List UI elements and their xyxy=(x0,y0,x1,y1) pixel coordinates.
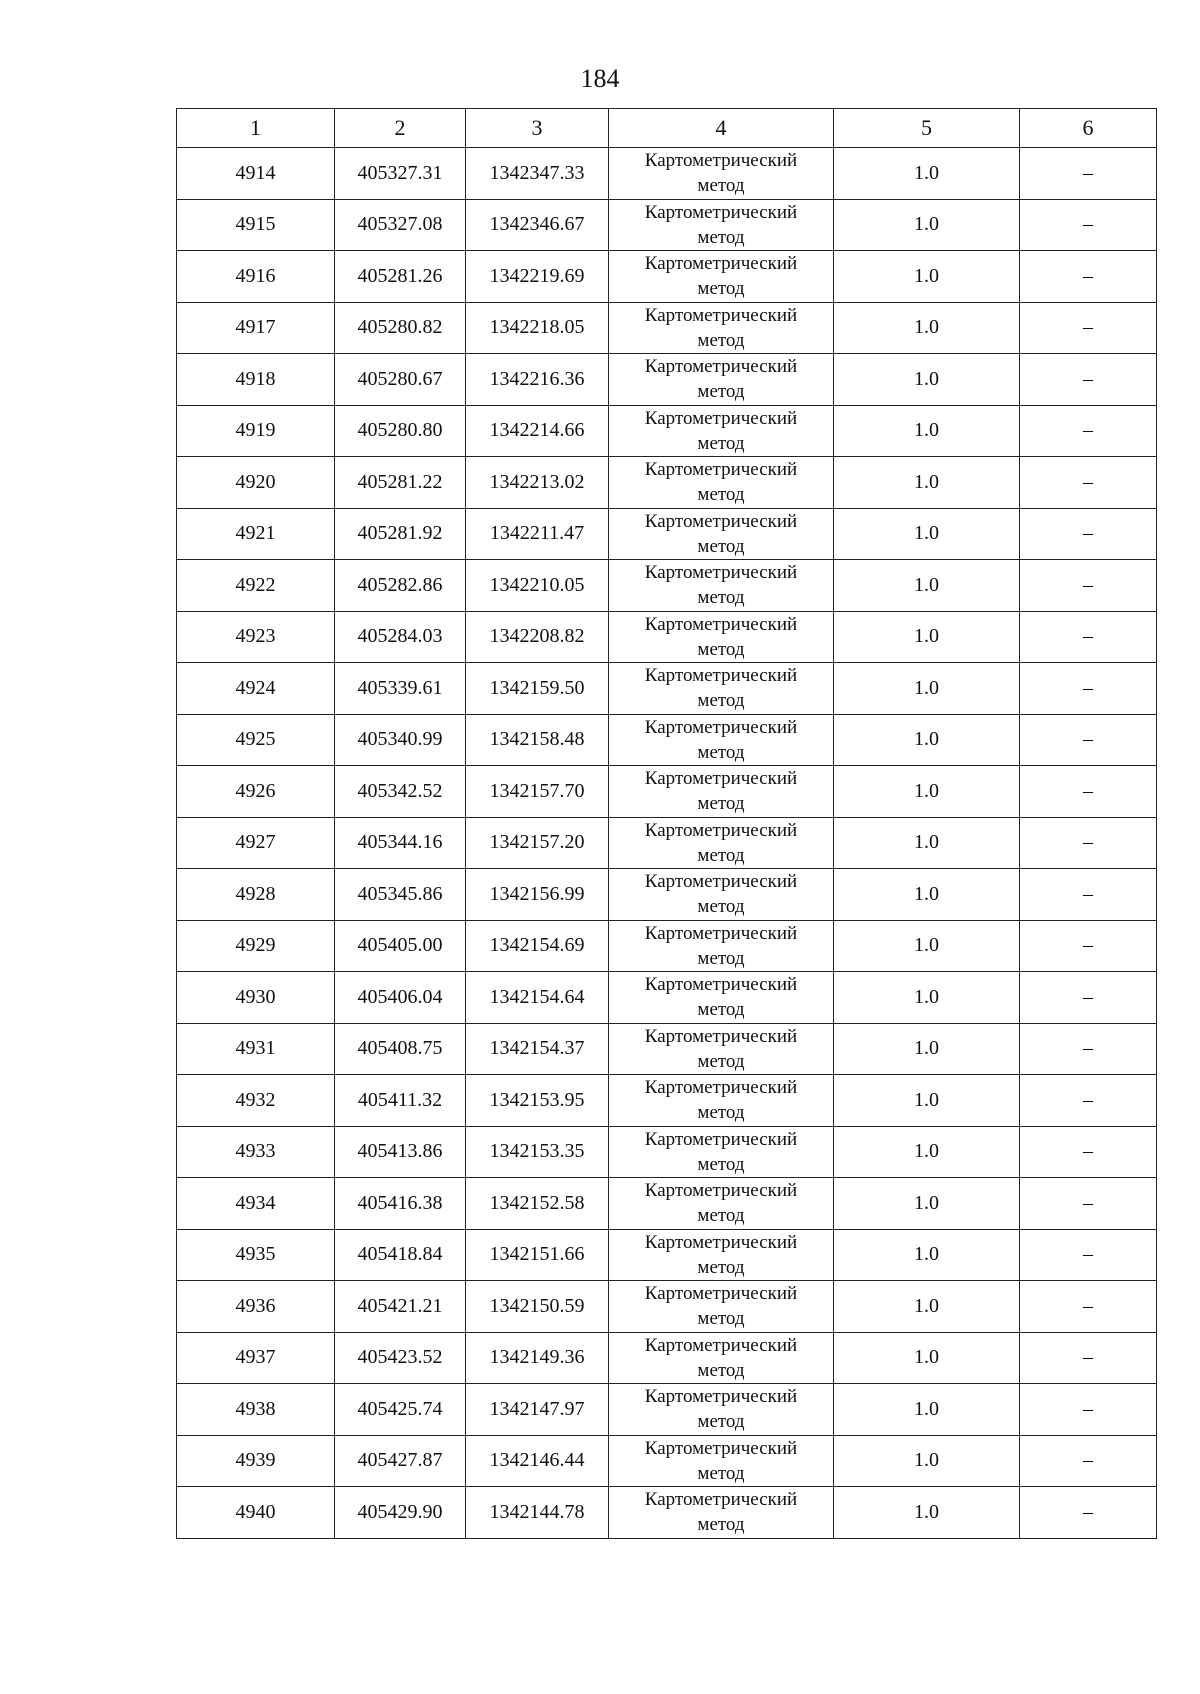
table-header xyxy=(177,109,1157,148)
method-cell xyxy=(609,972,834,1024)
accuracy-cell: 1.0 xyxy=(834,714,1020,766)
accuracy-cell: 1.0 xyxy=(834,405,1020,457)
x-coordinate-cell: 405408.75 xyxy=(335,1023,466,1075)
y-coordinate-cell: 1342154.69 xyxy=(466,920,609,972)
point-number-cell: 4918 xyxy=(177,354,335,406)
point-number-cell: 4929 xyxy=(177,920,335,972)
x-coordinate-cell: 405280.80 xyxy=(335,405,466,457)
y-coordinate-cell: 1342154.37 xyxy=(466,1023,609,1075)
x-coordinate-cell: 405416.38 xyxy=(335,1178,466,1230)
method-line-1: Картометрический xyxy=(644,1180,798,1202)
table-row xyxy=(177,1023,1157,1075)
method-line-2: метод xyxy=(697,381,745,403)
table-row xyxy=(177,1075,1157,1127)
note-cell: – xyxy=(1020,1332,1157,1384)
method-cell xyxy=(609,508,834,560)
method-line-1: Картометрический xyxy=(644,1437,798,1459)
method-cell xyxy=(609,1075,834,1127)
method-line-1: Картометрический xyxy=(644,304,798,326)
accuracy-cell: 1.0 xyxy=(834,920,1020,972)
table-row xyxy=(177,663,1157,715)
table-row xyxy=(177,920,1157,972)
accuracy-cell: 1.0 xyxy=(834,148,1020,200)
accuracy-cell: 1.0 xyxy=(834,1487,1020,1539)
y-coordinate-cell: 1342216.36 xyxy=(466,354,609,406)
point-number-cell: 4931 xyxy=(177,1023,335,1075)
note-cell: – xyxy=(1020,1229,1157,1281)
method-line-2: метод xyxy=(697,793,745,815)
method-cell xyxy=(609,1178,834,1230)
method-line-1: Картометрический xyxy=(644,253,798,275)
accuracy-cell: 1.0 xyxy=(834,1281,1020,1333)
point-number-cell: 4920 xyxy=(177,457,335,509)
y-coordinate-cell: 1342151.66 xyxy=(466,1229,609,1281)
x-coordinate-cell: 405344.16 xyxy=(335,817,466,869)
x-coordinate-cell: 405421.21 xyxy=(335,1281,466,1333)
note-cell: – xyxy=(1020,1384,1157,1436)
method-line-2: метод xyxy=(697,844,745,866)
accuracy-cell: 1.0 xyxy=(834,1023,1020,1075)
table-row xyxy=(177,766,1157,818)
method-line-1: Картометрический xyxy=(644,1283,798,1305)
method-line-1: Картометрический xyxy=(644,613,798,635)
method-line-2: метод xyxy=(697,1050,745,1072)
y-coordinate-cell: 1342208.82 xyxy=(466,611,609,663)
method-cell xyxy=(609,920,834,972)
y-coordinate-cell: 1342150.59 xyxy=(466,1281,609,1333)
method-line-1: Картометрический xyxy=(644,1489,798,1511)
accuracy-cell: 1.0 xyxy=(834,869,1020,921)
method-line-2: метод xyxy=(697,432,745,454)
x-coordinate-cell: 405327.08 xyxy=(335,199,466,251)
note-cell: – xyxy=(1020,251,1157,303)
table-row xyxy=(177,302,1157,354)
method-cell xyxy=(609,1281,834,1333)
point-number-cell: 4924 xyxy=(177,663,335,715)
point-number-cell: 4940 xyxy=(177,1487,335,1539)
y-coordinate-cell: 1342213.02 xyxy=(466,457,609,509)
method-cell xyxy=(609,199,834,251)
method-cell xyxy=(609,1435,834,1487)
point-number-cell: 4925 xyxy=(177,714,335,766)
method-line-1: Картометрический xyxy=(644,871,798,893)
note-cell: – xyxy=(1020,663,1157,715)
table-body xyxy=(177,148,1157,1539)
method-cell xyxy=(609,1384,834,1436)
method-line-2: метод xyxy=(697,638,745,660)
method-line-1: Картометрический xyxy=(644,562,798,584)
coordinates-table xyxy=(176,108,1157,1539)
note-cell: – xyxy=(1020,972,1157,1024)
x-coordinate-cell: 405406.04 xyxy=(335,972,466,1024)
method-line-2: метод xyxy=(697,1205,745,1227)
column-header-6: 6 xyxy=(1020,109,1157,148)
accuracy-cell: 1.0 xyxy=(834,1126,1020,1178)
accuracy-cell: 1.0 xyxy=(834,972,1020,1024)
note-cell: – xyxy=(1020,714,1157,766)
table-row xyxy=(177,1126,1157,1178)
note-cell: – xyxy=(1020,199,1157,251)
point-number-cell: 4928 xyxy=(177,869,335,921)
method-line-1: Картометрический xyxy=(644,1128,798,1150)
method-line-2: метод xyxy=(697,329,745,351)
method-line-1: Картометрический xyxy=(644,1231,798,1253)
point-number-cell: 4933 xyxy=(177,1126,335,1178)
y-coordinate-cell: 1342157.20 xyxy=(466,817,609,869)
point-number-cell: 4936 xyxy=(177,1281,335,1333)
method-cell xyxy=(609,817,834,869)
method-line-2: метод xyxy=(697,535,745,557)
point-number-cell: 4917 xyxy=(177,302,335,354)
method-line-2: метод xyxy=(697,1256,745,1278)
method-line-2: метод xyxy=(697,1153,745,1175)
note-cell: – xyxy=(1020,1126,1157,1178)
point-number-cell: 4930 xyxy=(177,972,335,1024)
y-coordinate-cell: 1342347.33 xyxy=(466,148,609,200)
x-coordinate-cell: 405280.67 xyxy=(335,354,466,406)
method-line-1: Картометрический xyxy=(644,510,798,532)
table-row xyxy=(177,1332,1157,1384)
table-row xyxy=(177,199,1157,251)
table-row xyxy=(177,1281,1157,1333)
note-cell: – xyxy=(1020,405,1157,457)
y-coordinate-cell: 1342157.70 xyxy=(466,766,609,818)
table-row xyxy=(177,1229,1157,1281)
table-row xyxy=(177,817,1157,869)
method-line-1: Картометрический xyxy=(644,1386,798,1408)
method-line-2: метод xyxy=(697,947,745,969)
y-coordinate-cell: 1342156.99 xyxy=(466,869,609,921)
note-cell: – xyxy=(1020,302,1157,354)
x-coordinate-cell: 405423.52 xyxy=(335,1332,466,1384)
method-cell xyxy=(609,1229,834,1281)
table-row xyxy=(177,869,1157,921)
y-coordinate-cell: 1342159.50 xyxy=(466,663,609,715)
point-number-cell: 4916 xyxy=(177,251,335,303)
point-number-cell: 4927 xyxy=(177,817,335,869)
accuracy-cell: 1.0 xyxy=(834,1332,1020,1384)
point-number-cell: 4914 xyxy=(177,148,335,200)
table-row xyxy=(177,148,1157,200)
table-row xyxy=(177,508,1157,560)
method-line-1: Картометрический xyxy=(644,1025,798,1047)
x-coordinate-cell: 405413.86 xyxy=(335,1126,466,1178)
table-row xyxy=(177,251,1157,303)
note-cell: – xyxy=(1020,148,1157,200)
method-cell xyxy=(609,354,834,406)
note-cell: – xyxy=(1020,869,1157,921)
note-cell: – xyxy=(1020,560,1157,612)
method-line-2: метод xyxy=(697,175,745,197)
table-row xyxy=(177,611,1157,663)
point-number-cell: 4938 xyxy=(177,1384,335,1436)
method-line-1: Картометрический xyxy=(644,1077,798,1099)
note-cell: – xyxy=(1020,611,1157,663)
accuracy-cell: 1.0 xyxy=(834,457,1020,509)
accuracy-cell: 1.0 xyxy=(834,508,1020,560)
note-cell: – xyxy=(1020,1075,1157,1127)
table-row xyxy=(177,560,1157,612)
page-number: 184 xyxy=(580,64,620,93)
accuracy-cell: 1.0 xyxy=(834,302,1020,354)
accuracy-cell: 1.0 xyxy=(834,354,1020,406)
table-row xyxy=(177,405,1157,457)
method-line-2: метод xyxy=(697,741,745,763)
column-header-3: 3 xyxy=(466,109,609,148)
method-cell xyxy=(609,302,834,354)
method-cell xyxy=(609,1332,834,1384)
accuracy-cell: 1.0 xyxy=(834,251,1020,303)
header-row xyxy=(177,109,1157,148)
y-coordinate-cell: 1342146.44 xyxy=(466,1435,609,1487)
accuracy-cell: 1.0 xyxy=(834,1075,1020,1127)
point-number-cell: 4939 xyxy=(177,1435,335,1487)
x-coordinate-cell: 405425.74 xyxy=(335,1384,466,1436)
column-header-4: 4 xyxy=(609,109,834,148)
y-coordinate-cell: 1342153.95 xyxy=(466,1075,609,1127)
method-cell xyxy=(609,869,834,921)
table-row xyxy=(177,972,1157,1024)
method-line-1: Картометрический xyxy=(644,356,798,378)
method-line-1: Картометрический xyxy=(644,201,798,223)
table-row xyxy=(177,457,1157,509)
accuracy-cell: 1.0 xyxy=(834,766,1020,818)
table-row xyxy=(177,1384,1157,1436)
method-cell xyxy=(609,457,834,509)
method-line-2: метод xyxy=(697,1359,745,1381)
method-line-2: метод xyxy=(697,226,745,248)
y-coordinate-cell: 1342210.05 xyxy=(466,560,609,612)
note-cell: – xyxy=(1020,1178,1157,1230)
method-cell xyxy=(609,766,834,818)
note-cell: – xyxy=(1020,766,1157,818)
method-line-2: метод xyxy=(697,278,745,300)
accuracy-cell: 1.0 xyxy=(834,199,1020,251)
method-line-1: Картометрический xyxy=(644,768,798,790)
accuracy-cell: 1.0 xyxy=(834,663,1020,715)
method-line-2: метод xyxy=(697,999,745,1021)
note-cell: – xyxy=(1020,817,1157,869)
method-line-2: метод xyxy=(697,484,745,506)
method-line-2: метод xyxy=(697,690,745,712)
point-number-cell: 4937 xyxy=(177,1332,335,1384)
y-coordinate-cell: 1342147.97 xyxy=(466,1384,609,1436)
accuracy-cell: 1.0 xyxy=(834,1229,1020,1281)
method-line-2: метод xyxy=(697,896,745,918)
column-header-5: 5 xyxy=(834,109,1020,148)
method-line-2: метод xyxy=(697,1102,745,1124)
method-line-1: Картометрический xyxy=(644,459,798,481)
x-coordinate-cell: 405405.00 xyxy=(335,920,466,972)
method-cell xyxy=(609,560,834,612)
y-coordinate-cell: 1342218.05 xyxy=(466,302,609,354)
note-cell: – xyxy=(1020,457,1157,509)
y-coordinate-cell: 1342149.36 xyxy=(466,1332,609,1384)
method-line-1: Картометрический xyxy=(644,716,798,738)
accuracy-cell: 1.0 xyxy=(834,611,1020,663)
note-cell: – xyxy=(1020,354,1157,406)
point-number-cell: 4915 xyxy=(177,199,335,251)
x-coordinate-cell: 405411.32 xyxy=(335,1075,466,1127)
table-row xyxy=(177,1435,1157,1487)
x-coordinate-cell: 405282.86 xyxy=(335,560,466,612)
x-coordinate-cell: 405345.86 xyxy=(335,869,466,921)
accuracy-cell: 1.0 xyxy=(834,1178,1020,1230)
y-coordinate-cell: 1342154.64 xyxy=(466,972,609,1024)
method-line-2: метод xyxy=(697,587,745,609)
point-number-cell: 4932 xyxy=(177,1075,335,1127)
table-row xyxy=(177,1178,1157,1230)
method-line-1: Картометрический xyxy=(644,922,798,944)
note-cell: – xyxy=(1020,1487,1157,1539)
method-line-1: Картометрический xyxy=(644,407,798,429)
point-number-cell: 4934 xyxy=(177,1178,335,1230)
method-line-2: метод xyxy=(697,1308,745,1330)
column-header-1: 1 xyxy=(177,109,335,148)
x-coordinate-cell: 405339.61 xyxy=(335,663,466,715)
method-line-2: метод xyxy=(697,1462,745,1484)
y-coordinate-cell: 1342152.58 xyxy=(466,1178,609,1230)
x-coordinate-cell: 405281.92 xyxy=(335,508,466,560)
y-coordinate-cell: 1342158.48 xyxy=(466,714,609,766)
method-cell xyxy=(609,1487,834,1539)
method-cell xyxy=(609,611,834,663)
x-coordinate-cell: 405327.31 xyxy=(335,148,466,200)
note-cell: – xyxy=(1020,920,1157,972)
point-number-cell: 4923 xyxy=(177,611,335,663)
x-coordinate-cell: 405427.87 xyxy=(335,1435,466,1487)
point-number-cell: 4935 xyxy=(177,1229,335,1281)
method-cell xyxy=(609,251,834,303)
column-header-2: 2 xyxy=(335,109,466,148)
x-coordinate-cell: 405280.82 xyxy=(335,302,466,354)
y-coordinate-cell: 1342211.47 xyxy=(466,508,609,560)
method-cell xyxy=(609,1023,834,1075)
y-coordinate-cell: 1342214.66 xyxy=(466,405,609,457)
point-number-cell: 4919 xyxy=(177,405,335,457)
y-coordinate-cell: 1342153.35 xyxy=(466,1126,609,1178)
x-coordinate-cell: 405281.22 xyxy=(335,457,466,509)
method-cell xyxy=(609,714,834,766)
y-coordinate-cell: 1342346.67 xyxy=(466,199,609,251)
accuracy-cell: 1.0 xyxy=(834,817,1020,869)
point-number-cell: 4926 xyxy=(177,766,335,818)
x-coordinate-cell: 405340.99 xyxy=(335,714,466,766)
y-coordinate-cell: 1342144.78 xyxy=(466,1487,609,1539)
x-coordinate-cell: 405418.84 xyxy=(335,1229,466,1281)
accuracy-cell: 1.0 xyxy=(834,1384,1020,1436)
method-line-1: Картометрический xyxy=(644,1334,798,1356)
point-number-cell: 4921 xyxy=(177,508,335,560)
method-cell xyxy=(609,663,834,715)
x-coordinate-cell: 405281.26 xyxy=(335,251,466,303)
x-coordinate-cell: 405429.90 xyxy=(335,1487,466,1539)
note-cell: – xyxy=(1020,508,1157,560)
y-coordinate-cell: 1342219.69 xyxy=(466,251,609,303)
method-line-1: Картометрический xyxy=(644,819,798,841)
method-line-1: Картометрический xyxy=(644,665,798,687)
x-coordinate-cell: 405342.52 xyxy=(335,766,466,818)
table-row xyxy=(177,714,1157,766)
note-cell: – xyxy=(1020,1281,1157,1333)
table-row xyxy=(177,1487,1157,1539)
accuracy-cell: 1.0 xyxy=(834,560,1020,612)
point-number-cell: 4922 xyxy=(177,560,335,612)
note-cell: – xyxy=(1020,1435,1157,1487)
method-line-2: метод xyxy=(697,1514,745,1536)
note-cell: – xyxy=(1020,1023,1157,1075)
method-line-2: метод xyxy=(697,1411,745,1433)
method-cell xyxy=(609,148,834,200)
method-cell xyxy=(609,405,834,457)
method-cell xyxy=(609,1126,834,1178)
method-line-1: Картометрический xyxy=(644,974,798,996)
accuracy-cell: 1.0 xyxy=(834,1435,1020,1487)
table-row xyxy=(177,354,1157,406)
method-line-1: Картометрический xyxy=(644,150,798,172)
x-coordinate-cell: 405284.03 xyxy=(335,611,466,663)
